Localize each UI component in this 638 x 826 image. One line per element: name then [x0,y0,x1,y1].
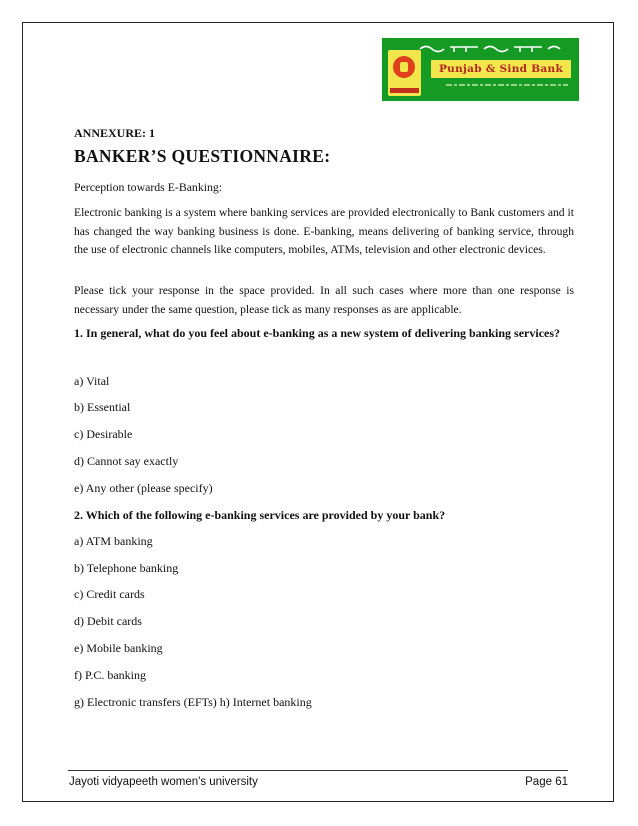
question-1-option: e) Any other (please specify) [74,481,213,495]
page-title: BANKER’S QUESTIONNAIRE: [74,146,331,166]
bank-name: Punjab & Sind Bank [431,60,571,78]
logo-tagline [442,82,572,88]
question-2-option: a) ATM banking [74,534,153,548]
question-2-option: g) Electronic transfers (EFTs) h) Internet banking [74,695,312,709]
instructions-paragraph: Please tick your response in the space provided. In all such cases where more than one response is necessary under the same question, please tick as many responses as are applicable. [74,284,574,316]
question-2-option: b) Telephone banking [74,561,179,575]
question-2-option: f) P.C. banking [74,668,146,682]
question-1-option: a) Vital [74,374,110,388]
question-2: 2. Which of the following e-banking services are provided by your bank? [74,508,446,522]
bank-logo [382,38,579,101]
question-1: 1. In general, what do you feel about e-banking as a new system of delivering banking services? [74,326,561,340]
footer-page-number: Page 61 [525,776,568,788]
annexure-label: ANNEXURE: 1 [74,126,155,140]
footer-university: Jayoti vidyapeeth women's university [69,776,258,788]
question-2-option: c) Credit cards [74,587,145,601]
intro-paragraph: Electronic banking is a system where banking services are provided electronically to Bank customers and it has changed the way banking business is done. E-banking, means delivering of banking service, through the use of electronic channels like computers, mobiles, ATMs, television and other electronic devices. [74,206,574,256]
question-1-option: d) Cannot say exactly [74,454,179,468]
question-1-option: b) Essential [74,400,131,414]
question-2-option: e) Mobile banking [74,641,163,655]
logo-script-text [418,44,568,54]
bank-emblem-icon [388,50,421,96]
section-subtitle: Perception towards E-Banking: [74,180,223,194]
question-1-option: c) Desirable [74,427,133,441]
question-2-option: d) Debit cards [74,614,142,628]
footer-divider [68,770,568,771]
